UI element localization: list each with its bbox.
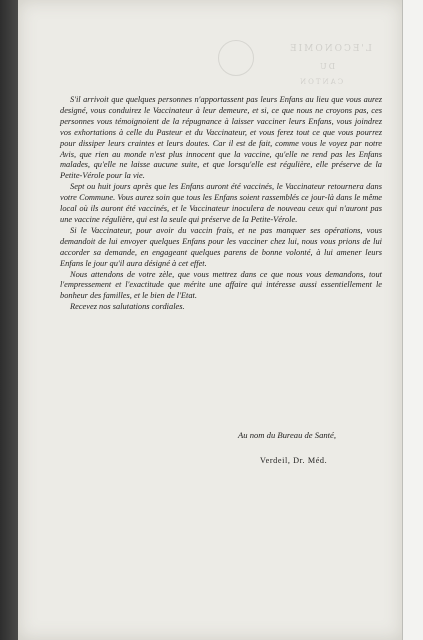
document-page xyxy=(18,0,403,640)
seal-bleed-icon xyxy=(218,40,254,76)
paragraph: Si le Vaccinateur, pour avoir du vaccin frais, et ne pas manquer ses opérations, vous demandoit de lui envoyer quelques Enfans pour les vacciner chez lui, nous vous prions de lui accorder sa demande, en engageant quelques parens de bonne volonté, à lui amener leurs Enfans le jour qu'il aura désigné à cet effet. xyxy=(60,225,382,268)
letter-body xyxy=(60,95,382,313)
scan-right-strip xyxy=(402,0,423,640)
paragraph: Sept ou huit jours après que les Enfans auront été vaccinés, le Vaccinateur retournera dans votre Commune. Vous aurez soin que tous les Enfans soient rassemblés ce jour-là dans le même local où ils auront été vaccinés, et le Vaccinateur inoculera de nouveau ceux qui n'auront pas une vaccine régulière, qui est la seule qui préserve de la Petite-Vérole. xyxy=(60,182,382,224)
signoff-line: Au nom du Bureau de Santé, xyxy=(238,430,337,440)
paragraph: S'il arrivoit que quelques personnes n'apportassent pas leurs Enfans au lieu que vous aurez designé, vous conduirez le Vaccinateur à leur demeure, et si, ce que nous ne croyons pas, ces personnes vous témoignoient de la répugnance à laisser vacciner leurs Enfans, vous joindrez vos exhortations à celle du Pasteur et du Vaccinateur, et vous ferez tout ce que vous pourrez pour dissiper leurs craintes et leurs doutes. Car il est de fait, comme vous le voyez par notre Avis, que rien au monde n'est plus innocent que la vaccine, qu'elle ne rend pas les Enfans malades, qu'elle ne laisse aucune suite, et que lorsqu'elle est régulière, elle préserve de la Petite-Vérole pour la vie. xyxy=(60,95,382,181)
scan-left-edge xyxy=(0,0,18,640)
bleed-line-1: L'ECONOMIE xyxy=(288,44,372,54)
paragraph: Nous attendons de votre zèle, que vous mettrez dans ce que nous vous demandons, tout l'empressement et l'exactitude que mérite une affaire qui intéresse aussi essentiellement le bonheur des familles, et le bien de l'Etat. xyxy=(60,269,382,301)
paragraph: Recevez nos salutations cordiales. xyxy=(70,302,185,312)
signature-line: Verdeil, Dr. Méd. xyxy=(260,456,328,465)
bleed-line-2: DU xyxy=(318,62,336,71)
bleed-line-3: CANTON xyxy=(298,78,344,86)
